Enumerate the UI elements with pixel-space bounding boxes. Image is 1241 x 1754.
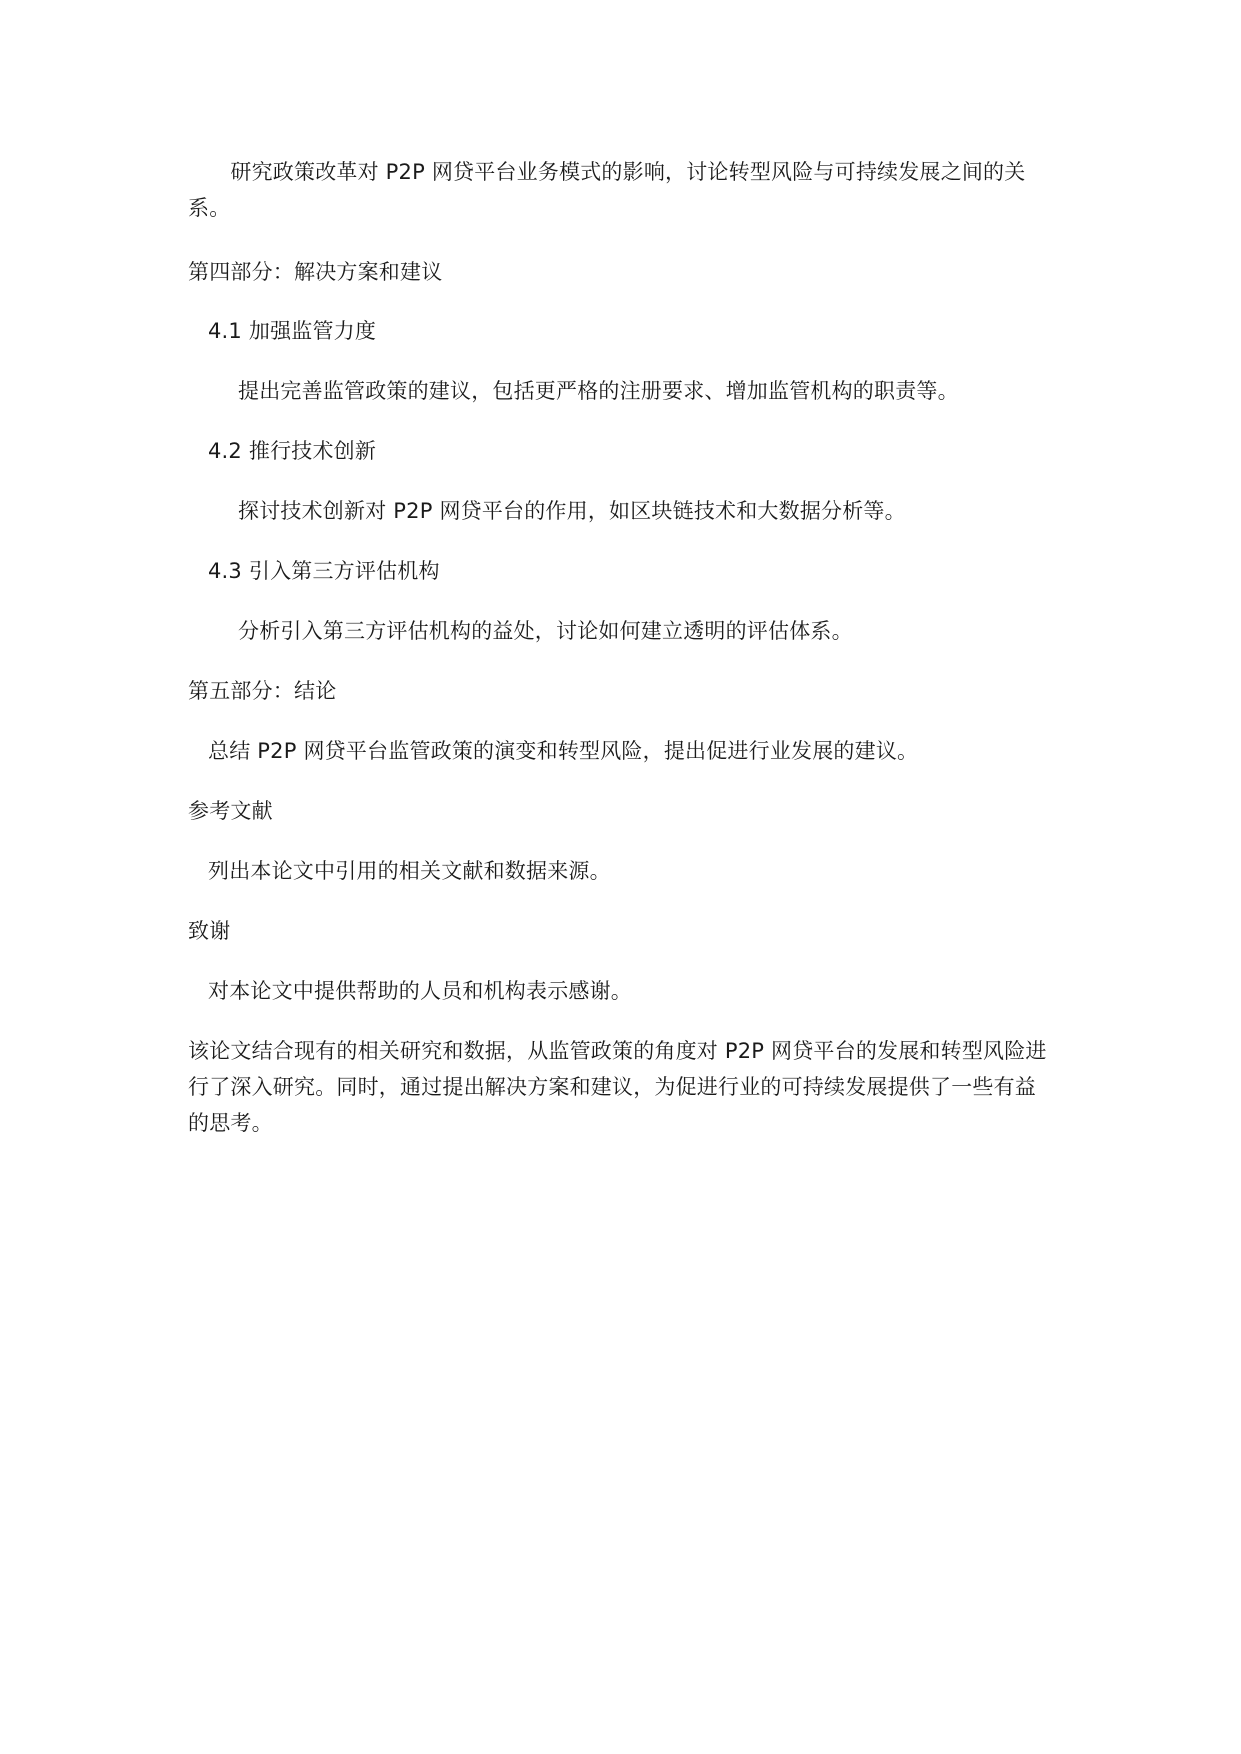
summary-paragraph: 该论文结合现有的相关研究和数据，从监管政策的角度对 P2P 网贷平台的发展和转型风险进行了深入研究。同时，通过提出解决方案和建议，为促进行业的可持续发展提供了一些有益的思考。 bbox=[188, 1039, 1047, 1135]
part5-heading: 第五部分：结论 bbox=[188, 679, 337, 703]
references-body: 列出本论文中引用的相关文献和数据来源。 bbox=[208, 859, 611, 883]
part5-body: 总结 P2P 网贷平台监管政策的演变和转型风险，提出促进行业发展的建议。 bbox=[208, 739, 919, 763]
section-4-2-body: 探讨技术创新对 P2P 网贷平台的作用，如区块链技术和大数据分析等。 bbox=[238, 499, 906, 523]
acknowledgements-heading: 致谢 bbox=[188, 919, 231, 943]
intro-paragraph: 研究政策改革对 P2P 网贷平台业务模式的影响，讨论转型风险与可持续发展之间的关系。 bbox=[188, 160, 1026, 220]
acknowledgements-body: 对本论文中提供帮助的人员和机构表示感谢。 bbox=[208, 979, 632, 1003]
section-4-2-title: 4.2 推行技术创新 bbox=[208, 439, 377, 463]
part4-heading: 第四部分：解决方案和建议 bbox=[188, 260, 443, 284]
section-4-1-body: 提出完善监管政策的建议，包括更严格的注册要求、增加监管机构的职责等。 bbox=[238, 379, 959, 403]
section-4-3-title: 4.3 引入第三方评估机构 bbox=[208, 559, 440, 583]
references-heading: 参考文献 bbox=[188, 799, 273, 823]
section-4-1-title: 4.1 加强监管力度 bbox=[208, 319, 377, 343]
section-4-3-body: 分析引入第三方评估机构的益处，讨论如何建立透明的评估体系。 bbox=[238, 619, 853, 643]
